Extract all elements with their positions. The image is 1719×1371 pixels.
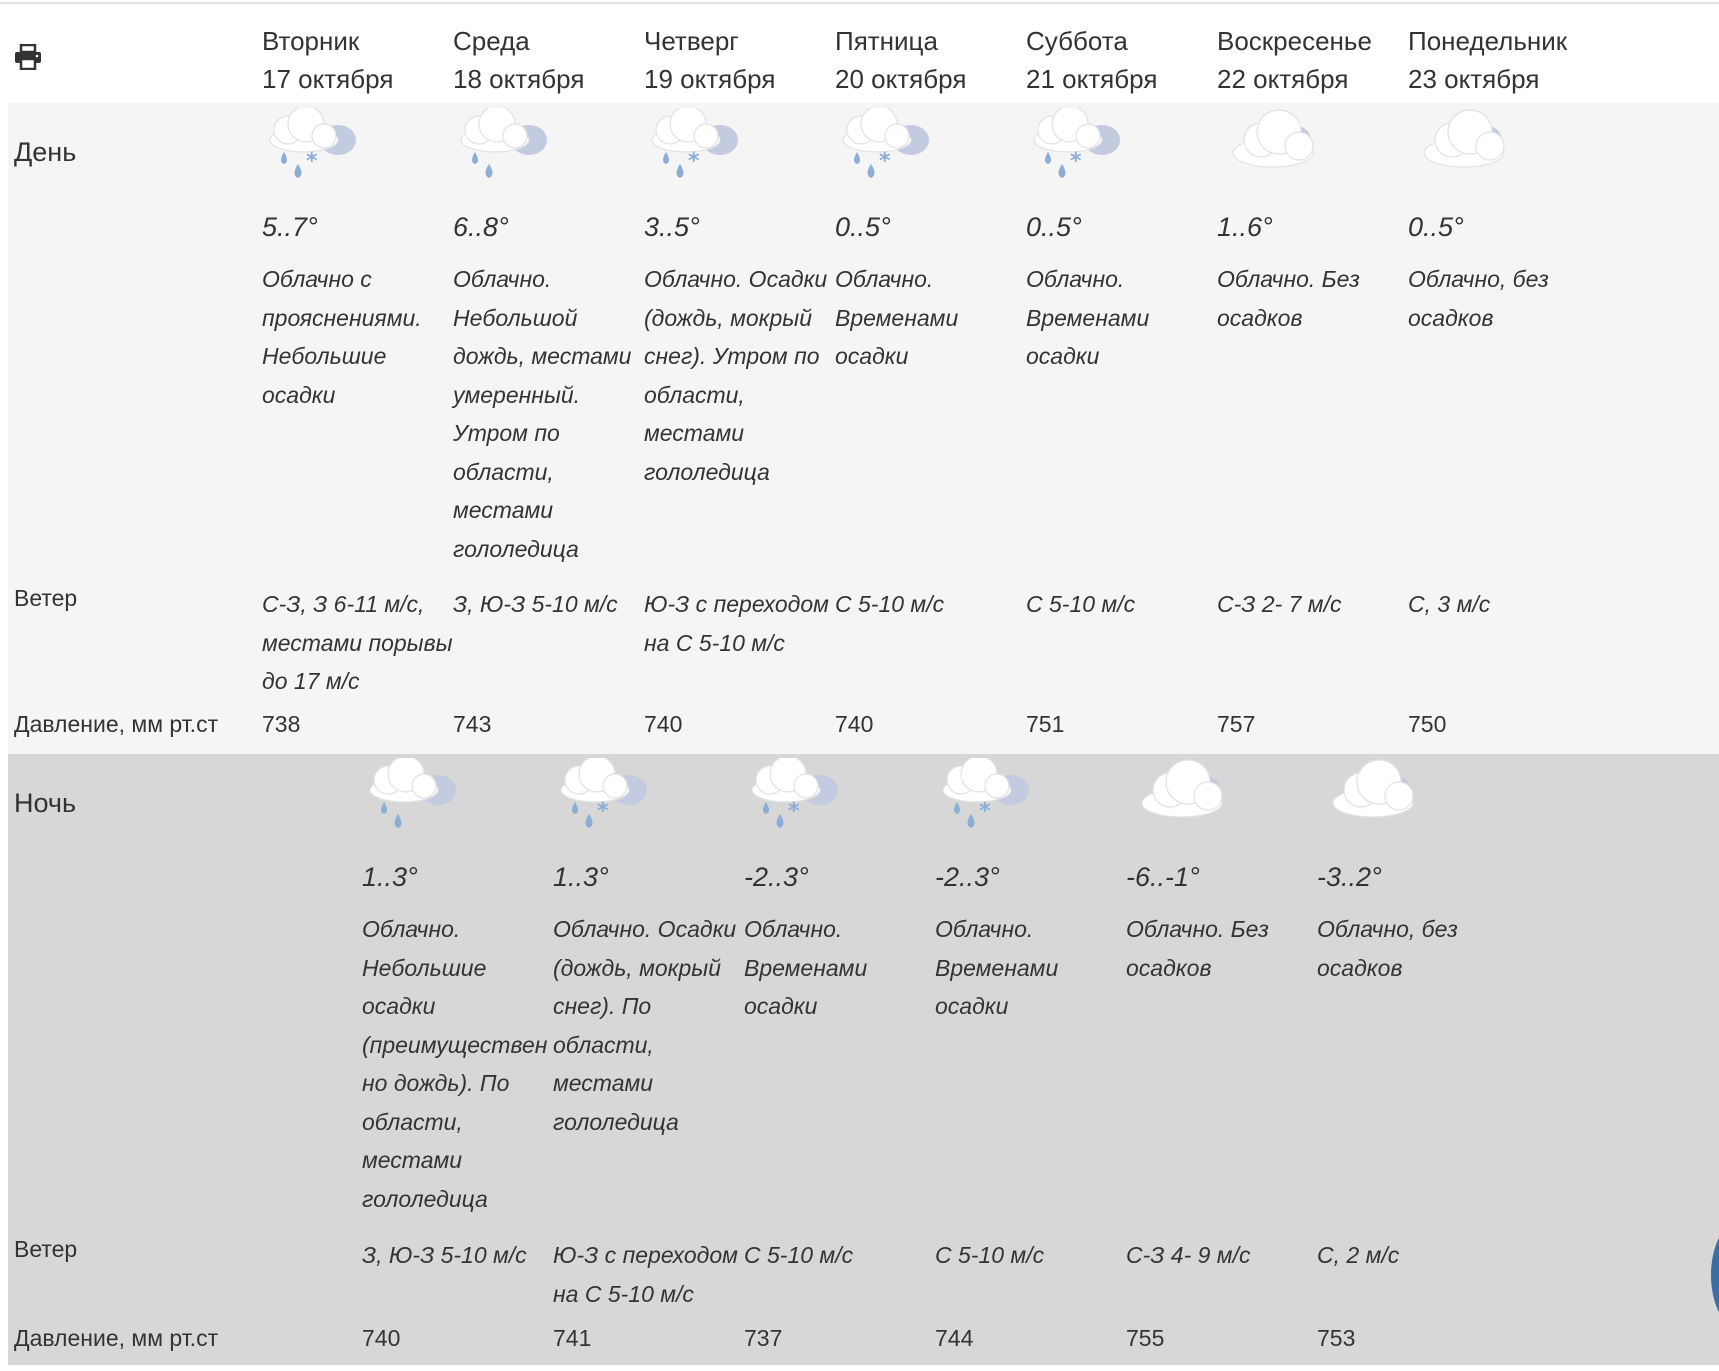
cloud-rain-snow-icon <box>1026 108 1126 194</box>
day-header <box>1408 22 1613 98</box>
date: 21 октября <box>1026 64 1158 94</box>
condition-text: Облачно, без осадков <box>1408 266 1549 331</box>
wind-value: Ю-З с переходом на С 5-10 м/с <box>553 1242 738 1307</box>
temperature: 0..5° <box>1026 212 1082 242</box>
cloud-rain-icon <box>362 758 462 844</box>
temperature: 1..3° <box>553 862 609 892</box>
day-header <box>1217 22 1422 98</box>
day-header <box>644 22 849 98</box>
pressure-value: 743 <box>453 711 492 737</box>
day-header <box>262 22 467 98</box>
condition-text: Облачно. Временами осадки <box>1026 266 1150 369</box>
date: 17 октября <box>262 64 394 94</box>
wind-value: С-З, З 6-11 м/с, местами порывы до 17 м/с <box>262 591 453 694</box>
cloud-icon <box>1217 108 1317 194</box>
pressure-value: 750 <box>1408 711 1447 737</box>
night-label: Ночь <box>14 788 77 818</box>
wind-value: З, Ю-З 5-10 м/с <box>362 1242 527 1268</box>
svg-text:*: * <box>879 149 891 174</box>
temperature: 6..8° <box>453 212 509 242</box>
condition-text: Облачно. Небольшой дождь, местами умеренный. Утром по области, местами гололедица <box>453 266 632 562</box>
svg-text:*: * <box>788 799 800 824</box>
date: 23 октября <box>1408 64 1540 94</box>
date: 19 октября <box>644 64 776 94</box>
cloud-rain-snow-icon <box>262 108 362 194</box>
temperature: 3..5° <box>644 212 700 242</box>
wind-label: Ветер <box>14 585 78 611</box>
day-header <box>453 22 658 98</box>
wind-value: З, Ю-З 5-10 м/с <box>453 591 618 617</box>
weekday: Понедельник <box>1408 26 1568 56</box>
date: 22 октября <box>1217 64 1349 94</box>
cloud-rain-icon <box>453 108 553 194</box>
wind-value: С-З 4- 9 м/с <box>1126 1242 1251 1268</box>
temperature: 1..3° <box>362 862 418 892</box>
wind-value: С 5-10 м/с <box>935 1242 1045 1268</box>
cloud-icon <box>1126 758 1226 844</box>
wind-value: С 5-10 м/с <box>744 1242 854 1268</box>
pressure-value: 740 <box>362 1325 401 1351</box>
date: 20 октября <box>835 64 967 94</box>
weekday: Четверг <box>644 26 739 56</box>
condition-text: Облачно. Временами осадки <box>835 266 959 369</box>
temperature: 5..7° <box>262 212 318 242</box>
wind-value: Ю-З с переходом на С 5-10 м/с <box>644 591 829 656</box>
temperature: 1..6° <box>1217 212 1273 242</box>
pressure-value: 755 <box>1126 1325 1165 1351</box>
pressure-value: 741 <box>553 1325 592 1351</box>
day-label: День <box>14 137 77 167</box>
temperature: -3..2° <box>1317 862 1382 892</box>
date: 18 октября <box>453 64 585 94</box>
weekday: Воскресенье <box>1217 26 1372 56</box>
temperature: 0..5° <box>1408 212 1464 242</box>
pressure-value: 744 <box>935 1325 974 1351</box>
wind-value: С, 2 м/с <box>1317 1242 1400 1268</box>
day-header <box>835 22 1040 98</box>
pressure-value: 738 <box>262 711 301 737</box>
top-divider <box>0 2 1719 4</box>
temperature: -6..-1° <box>1126 862 1200 892</box>
weekday: Суббота <box>1026 26 1128 56</box>
svg-text:*: * <box>979 799 991 824</box>
print-icon[interactable] <box>14 44 42 70</box>
wind-value: С-З 2- 7 м/с <box>1217 591 1342 617</box>
condition-text: Облачно. Временами осадки <box>744 916 868 1019</box>
cloud-icon <box>1317 758 1417 844</box>
condition-text: Облачно. Небольшие осадки (преимуществен но дождь). По области, местами гололедица <box>362 916 548 1212</box>
cloud-rain-snow-icon <box>835 108 935 194</box>
pressure-value: 740 <box>644 711 683 737</box>
svg-text:*: * <box>597 799 609 824</box>
temperature: -2..3° <box>744 862 809 892</box>
day-header <box>1026 22 1231 98</box>
condition-text: Облачно, без осадков <box>1317 916 1458 981</box>
weekday: Среда <box>453 26 530 56</box>
weekday: Вторник <box>262 26 360 56</box>
pressure-value: 753 <box>1317 1325 1356 1351</box>
cloud-rain-snow-icon <box>644 108 744 194</box>
condition-text: Облачно. Без осадков <box>1217 266 1360 331</box>
pressure-value: 737 <box>744 1325 783 1351</box>
wind-value: С 5-10 м/с <box>1026 591 1136 617</box>
condition-text: Облачно. Без осадков <box>1126 916 1269 981</box>
cloud-rain-snow-icon <box>744 758 844 844</box>
wind-value: С, 3 м/с <box>1408 591 1491 617</box>
cloud-icon <box>1408 108 1508 194</box>
svg-text:*: * <box>1070 149 1082 174</box>
pressure-value: 751 <box>1026 711 1065 737</box>
cloud-rain-snow-icon <box>935 758 1035 844</box>
condition-text: Облачно. Временами осадки <box>935 916 1059 1019</box>
cloud-rain-snow-icon <box>553 758 653 844</box>
svg-text:*: * <box>688 149 700 174</box>
wind-label: Ветер <box>14 1236 78 1262</box>
temperature: -2..3° <box>935 862 1000 892</box>
pressure-value: 740 <box>835 711 874 737</box>
pressure-value: 757 <box>1217 711 1256 737</box>
condition-text: Облачно с прояснениями. Небольшие осадки <box>262 266 422 408</box>
wind-value: С 5-10 м/с <box>835 591 945 617</box>
condition-text: Облачно. Осадки (дождь, мокрый снег). Утром по области, местами гололедица <box>644 266 828 485</box>
weekday: Пятница <box>835 26 938 56</box>
pressure-label: Давление, мм рт.ст <box>14 1325 219 1351</box>
temperature: 0..5° <box>835 212 891 242</box>
svg-text:*: * <box>306 149 318 174</box>
condition-text: Облачно. Осадки (дождь, мокрый снег). По области, местами гололедица <box>553 916 737 1135</box>
pressure-label: Давление, мм рт.ст <box>14 711 219 737</box>
